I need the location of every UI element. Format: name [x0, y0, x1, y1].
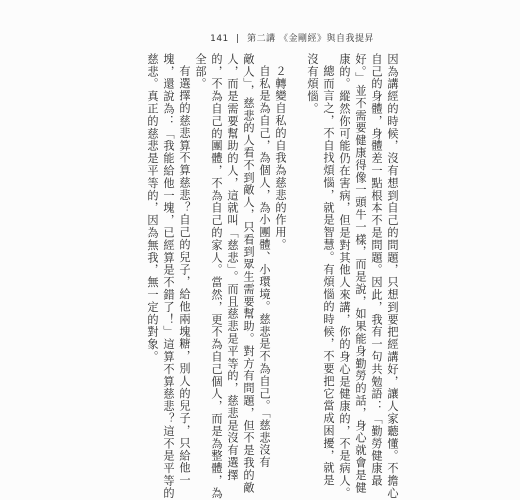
text-column: 總而言之，不自找煩惱，就是智慧。有煩惱的時候，不要把它當成困擾，就是 — [322, 65, 335, 487]
text-column: 有選擇的慈悲算不算慈悲？自己的兒子，給他兩塊糖，別人的兒子，只給他一 — [178, 65, 191, 487]
text-column: 全部。 — [194, 53, 207, 91]
text-column: 人，而是需要幫助的人，這就叫「慈悲」。而且慈悲是平等的，慈悲是沒有選擇 — [226, 53, 239, 482]
page-number: 141 — [210, 34, 229, 44]
text-column: 慈悲。真正的慈悲是平等的，因為無我，無一定的對象。 — [146, 53, 159, 363]
book-title: 《金剛經》與自我提昇 — [278, 34, 374, 44]
text-column: 康的。縱然你可能仍在害病，但是對其他人來講，你的身心是健康的，不是病人。 — [338, 53, 351, 500]
text-column: 自己的身體，身體差一點根本不是問題。因此，我有一句共勉語：「勤勞健康最 — [370, 53, 383, 487]
chapter-title: 第二講 — [247, 34, 276, 44]
text-column: 敵人」，慈悲的人看不到敵人，只看到眾生需要幫助。對方有問題，但不是我的敵 — [242, 53, 255, 494]
section-heading: ２轉變自私的自我為慈悲的作用。 — [274, 65, 287, 251]
vertical-text-body — [138, 53, 399, 500]
text-column: 塊，還說為：「我能給他一塊，已經算是不錯了！」這算不算慈悲？這不是平等的 — [162, 53, 175, 500]
header-separator: | — [236, 34, 240, 44]
text-column: 自私是為自己，為個人，為小團體、小環境。慈悲是不為自己。「慈悲沒有 — [258, 65, 271, 469]
text-column: 好。」並不需要健康得像一頭牛一樣，而是說，如果能身勤勞的話，身心就會是健 — [354, 53, 367, 494]
text-column: 沒有煩惱。 — [306, 53, 319, 115]
text-column: 的，不為自己的團體，不為自己的家人。當然，更不為自己個人，而是為整體，為 — [210, 53, 223, 500]
running-header — [210, 31, 374, 44]
text-column: 因為講經的時候，沒有想到自己的問題，只想到要把經講好，讓人家聽懂。不擔心 — [386, 53, 399, 500]
